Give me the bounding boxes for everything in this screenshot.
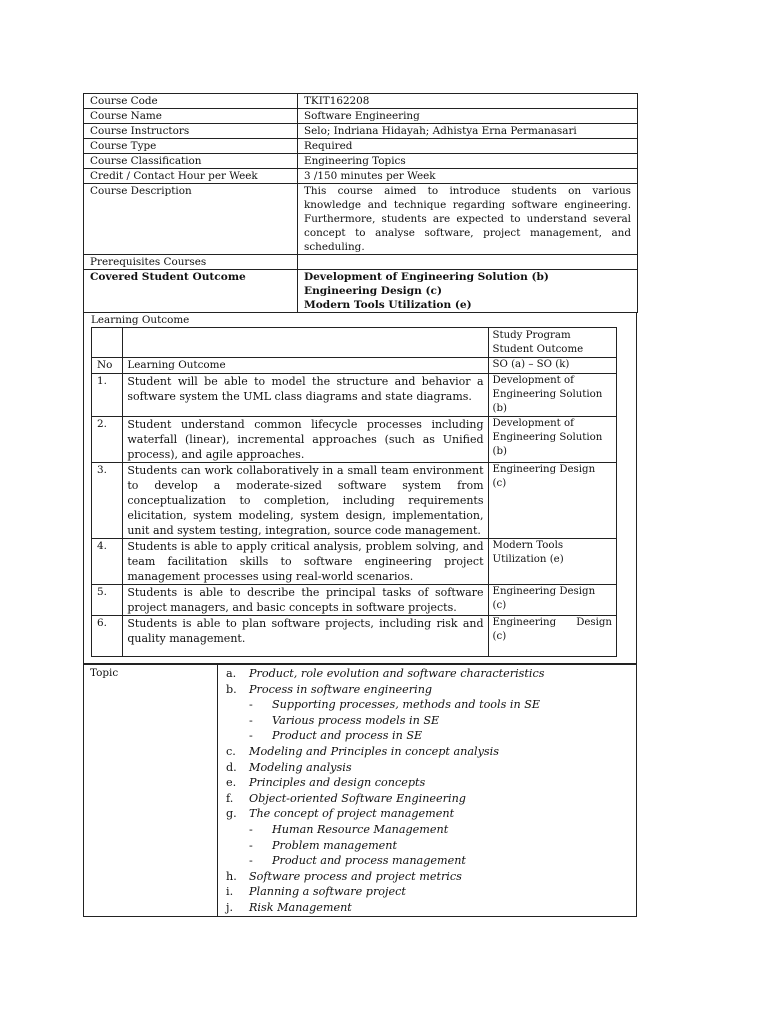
row-student-outcome: Engineering Design (c) xyxy=(488,585,616,616)
list-item xyxy=(226,697,636,713)
table-row xyxy=(84,154,638,169)
row-number: 2. xyxy=(92,417,123,463)
course-instructors-label: Course Instructors xyxy=(84,124,298,139)
row-student-outcome: Engineering Design (c) xyxy=(488,463,616,539)
course-name-value: Software Engineering xyxy=(298,109,638,124)
table-row xyxy=(84,255,638,270)
row-description: Student understand common lifecycle processes including waterfall (linear), incremental approaches (such as Unified process), and agile approaches. xyxy=(123,417,488,463)
table-row xyxy=(84,94,638,109)
list-marker: - xyxy=(249,822,253,836)
covered-outcome-list xyxy=(298,270,638,313)
list-item-text: Problem management xyxy=(272,838,398,852)
list-marker: j. xyxy=(226,900,234,914)
list-item xyxy=(226,744,636,760)
table-header-row xyxy=(92,328,617,358)
empty-cell xyxy=(92,328,123,358)
table-row xyxy=(92,539,617,585)
list-item-text: Product, role evolution and software characteristics xyxy=(249,667,545,680)
list-item xyxy=(226,682,636,698)
row-number: 4. xyxy=(92,539,123,585)
so-header: SO (a) – SO (k) xyxy=(488,358,616,374)
learning-outcome-title: Learning Outcome xyxy=(91,314,190,326)
table-row xyxy=(84,169,638,184)
topic-table xyxy=(83,664,637,917)
list-item xyxy=(226,853,636,869)
list-item-text: Human Resource Management xyxy=(272,822,449,836)
course-classification-value: Engineering Topics xyxy=(298,154,638,169)
list-item xyxy=(226,728,636,744)
course-type-label: Course Type xyxy=(84,139,298,154)
table-row xyxy=(92,463,617,539)
table-row xyxy=(84,184,638,255)
list-marker: e. xyxy=(226,776,237,790)
credit-value: 3 /150 minutes per Week xyxy=(298,169,638,184)
row-description: Students can work collaboratively in a small team environment to develop a moderate-sized software system from conceptualization to completion, including requirements elicitation, system modeling, system design, implementation, unit and system testing, integration, source code management. xyxy=(123,463,488,539)
list-item xyxy=(226,822,636,838)
row-description: Students is able to describe the principal tasks of software project managers, and basic concepts in software projects. xyxy=(123,585,488,616)
list-item xyxy=(226,791,636,807)
list-marker: - xyxy=(249,838,253,852)
list-marker: f. xyxy=(226,791,234,805)
table-row xyxy=(84,665,637,917)
table-row xyxy=(84,109,638,124)
table-row xyxy=(92,374,617,417)
prerequisites-label: Prerequisites Courses xyxy=(84,255,298,270)
list-item xyxy=(226,884,636,900)
table-header-row xyxy=(92,358,617,374)
topic-label: Topic xyxy=(84,665,218,917)
list-marker: h. xyxy=(226,869,237,883)
learning-outcome-table xyxy=(91,327,617,657)
covered-outcome-label: Covered Student Outcome xyxy=(84,270,298,313)
list-marker: b. xyxy=(226,682,237,696)
list-item xyxy=(226,869,636,885)
syllabus-page xyxy=(83,93,637,917)
list-item xyxy=(226,760,636,776)
list-item xyxy=(226,838,636,854)
list-item-text: Modeling and Principles in concept analysis xyxy=(249,744,499,758)
list-item-text: Principles and design concepts xyxy=(249,776,426,790)
learning-outcome-section xyxy=(83,313,637,664)
table-row xyxy=(84,270,638,313)
table-row xyxy=(92,417,617,463)
list-item-text: Planning a software project xyxy=(249,885,406,899)
list-marker: c. xyxy=(226,744,236,758)
so-group-header: Study Program Student Outcome xyxy=(488,328,616,358)
list-item-text: Risk Management xyxy=(249,900,352,914)
list-item-text: Modeling analysis xyxy=(249,760,352,774)
row-number: 5. xyxy=(92,585,123,616)
table-row xyxy=(92,585,617,616)
table-row xyxy=(84,139,638,154)
list-item xyxy=(226,806,636,822)
row-number: 1. xyxy=(92,374,123,417)
topic-list xyxy=(218,665,637,917)
list-item-text: Object-oriented Software Engineering xyxy=(249,791,466,805)
lo-header: Learning Outcome xyxy=(123,358,488,374)
row-student-outcome: Modern Tools Utilization (e) xyxy=(488,539,616,585)
list-marker: g. xyxy=(226,807,237,821)
list-marker: d. xyxy=(226,760,237,774)
list-item-text: Software process and project metrics xyxy=(249,869,462,883)
course-type-value: Required xyxy=(298,139,638,154)
row-number: 6. xyxy=(92,616,123,657)
no-header: No xyxy=(92,358,123,374)
row-student-outcome: Development of Engineering Solution (b) xyxy=(488,374,616,417)
covered-outcome-item: Development of Engineering Solution (b) xyxy=(304,271,549,283)
list-marker: - xyxy=(249,854,253,868)
course-instructors-value: Selo; Indriana Hidayah; Adhistya Erna Permanasari xyxy=(298,124,638,139)
course-info-table xyxy=(83,93,638,313)
course-description-label: Course Description xyxy=(84,184,298,255)
list-item-text: Product and process in SE xyxy=(272,729,423,743)
list-item-text: Process in software engineering xyxy=(249,682,433,696)
prerequisites-value xyxy=(298,255,638,270)
list-item-text: Supporting processes, methods and tools in SE xyxy=(272,698,541,712)
list-marker: - xyxy=(249,713,253,727)
list-item xyxy=(226,666,636,682)
list-item-text: The concept of project management xyxy=(249,807,455,821)
course-description-value: This course aimed to introduce students on various knowledge and technique regarding software engineering. Furthermore, students are expected to understand several concept to analyse software, project management, and scheduling. xyxy=(298,184,638,255)
row-number: 3. xyxy=(92,463,123,539)
row-student-outcome: Engineering Design (c) xyxy=(488,616,616,657)
course-code-label: Course Code xyxy=(84,94,298,109)
list-item xyxy=(226,713,636,729)
credit-label: Credit / Contact Hour per Week xyxy=(84,169,298,184)
course-name-label: Course Name xyxy=(84,109,298,124)
list-marker: - xyxy=(249,729,253,743)
empty-cell xyxy=(123,328,488,358)
row-description: Students is able to apply critical analysis, problem solving, and team facilitation skills to software engineering project management processes using real-world scenarios. xyxy=(123,539,488,585)
row-description: Students is able to plan software projects, including risk and quality management. xyxy=(123,616,488,657)
list-item-text: Product and process management xyxy=(272,854,466,868)
row-student-outcome: Development of Engineering Solution (b) xyxy=(488,417,616,463)
table-row xyxy=(92,616,617,657)
table-row xyxy=(84,124,638,139)
list-marker: a. xyxy=(226,667,237,680)
course-code-value: TKIT162208 xyxy=(298,94,638,109)
course-classification-label: Course Classification xyxy=(84,154,298,169)
row-description: Student will be able to model the structure and behavior a software system the UML class diagrams and state diagrams. xyxy=(123,374,488,417)
covered-outcome-item: Engineering Design (c) xyxy=(304,285,442,297)
list-marker: i. xyxy=(226,885,234,899)
list-item xyxy=(226,900,636,916)
covered-outcome-item: Modern Tools Utilization (e) xyxy=(304,299,472,311)
list-marker: - xyxy=(249,698,253,712)
list-item xyxy=(226,775,636,791)
list-item-text: Various process models in SE xyxy=(272,713,440,727)
